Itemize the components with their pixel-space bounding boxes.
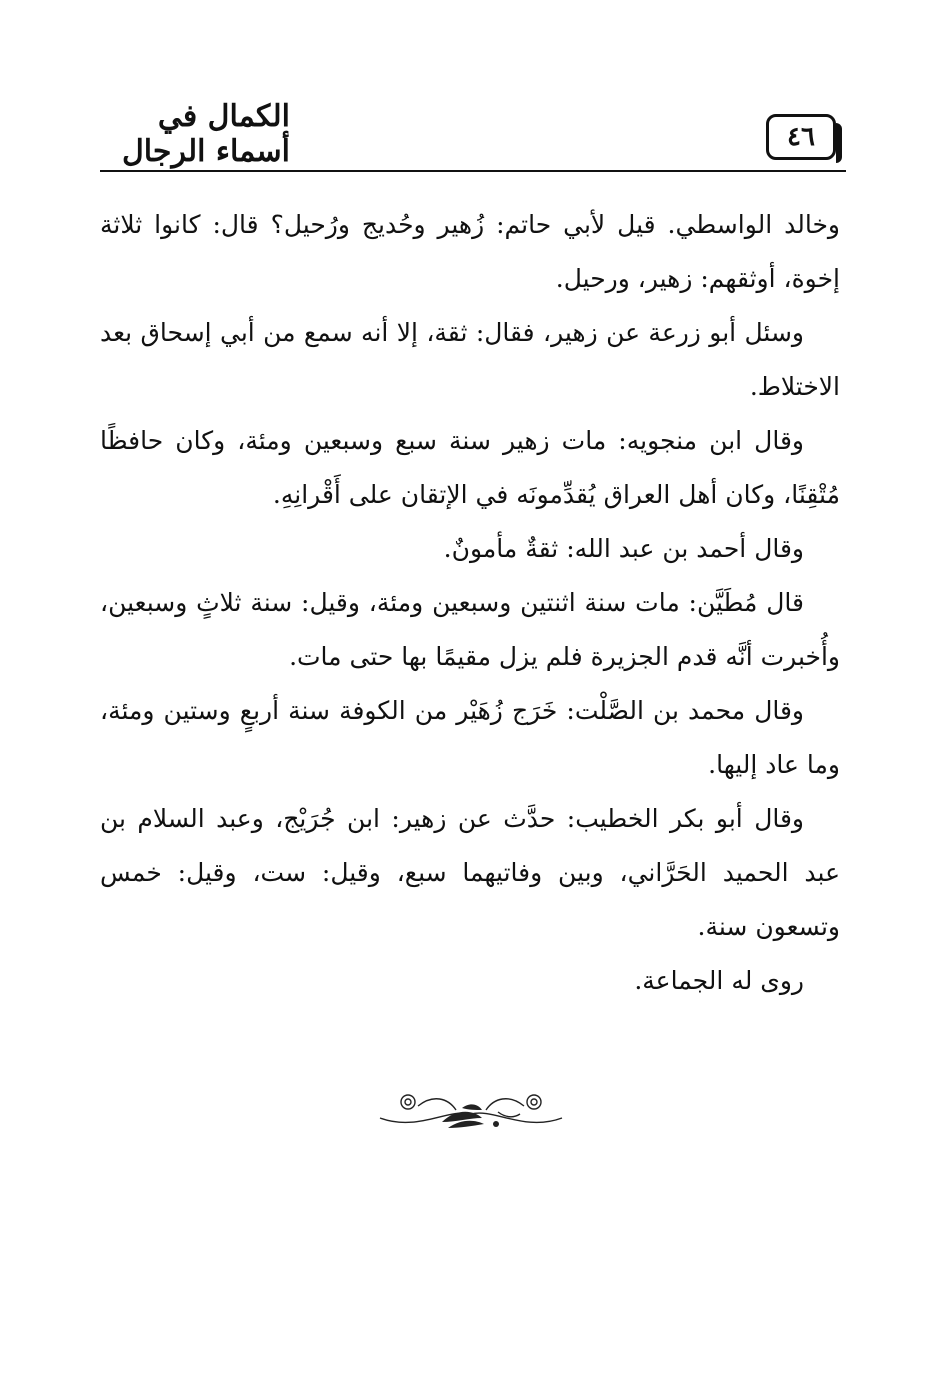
- paragraph: وقال محمد بن الصَّلْت: خَرَج زُهَيْر من الكوفة سنة أربعٍ وستين ومئة، وما عاد إليها.: [100, 696, 840, 779]
- paragraph: وخالد الواسطي. قيل لأبي حاتم: زُهير وحُديج ورُحيل؟ قال: كانوا ثلاثة إخوة، أوثقهم: زهير، ورحيل.: [100, 210, 840, 293]
- running-title: الكمال في أسماء الرجال: [121, 99, 290, 169]
- page-number-text: ٤٦: [787, 122, 815, 152]
- paragraph: روى له الجماعة.: [634, 966, 804, 995]
- paragraph: وسئل أبو زرعة عن زهير، فقال: ثقة، إلا أنه سمع من أبي إسحاق بعد الاختلاط.: [100, 318, 840, 401]
- paragraph: قال مُطَيَّن: مات سنة اثنتين وسبعين ومئة، وقيل: سنة ثلاثٍ وسبعين، وأُخبرت أنَّه قدم الجزيرة فلم يزل مقيمًا بها حتى مات.: [100, 588, 840, 671]
- paragraph: وقال ابن منجويه: مات زهير سنة سبع وسبعين ومئة، وكان حافظًا مُتْقِنًا، وكان أهل العراق يُقدِّمونَه في الإتقان على أَقْرانِهِ.: [100, 426, 840, 509]
- floral-divider-icon: [378, 1088, 564, 1136]
- paragraph: وقال أحمد بن عبد الله: ثقةٌ مأمونٌ.: [443, 534, 804, 563]
- main-text: [100, 198, 840, 1008]
- paragraph: وقال أبو بكر الخطيب: حدَّث عن زهير: ابن جُرَيْج، وعبد السلام بن عبد الحميد الحَرَّاني، وبين وفاتيهما سبع، وقيل: ست، وقيل: خمس وتسعون سنة.: [100, 804, 840, 941]
- page-number: [766, 114, 836, 160]
- header-divider: [100, 170, 846, 172]
